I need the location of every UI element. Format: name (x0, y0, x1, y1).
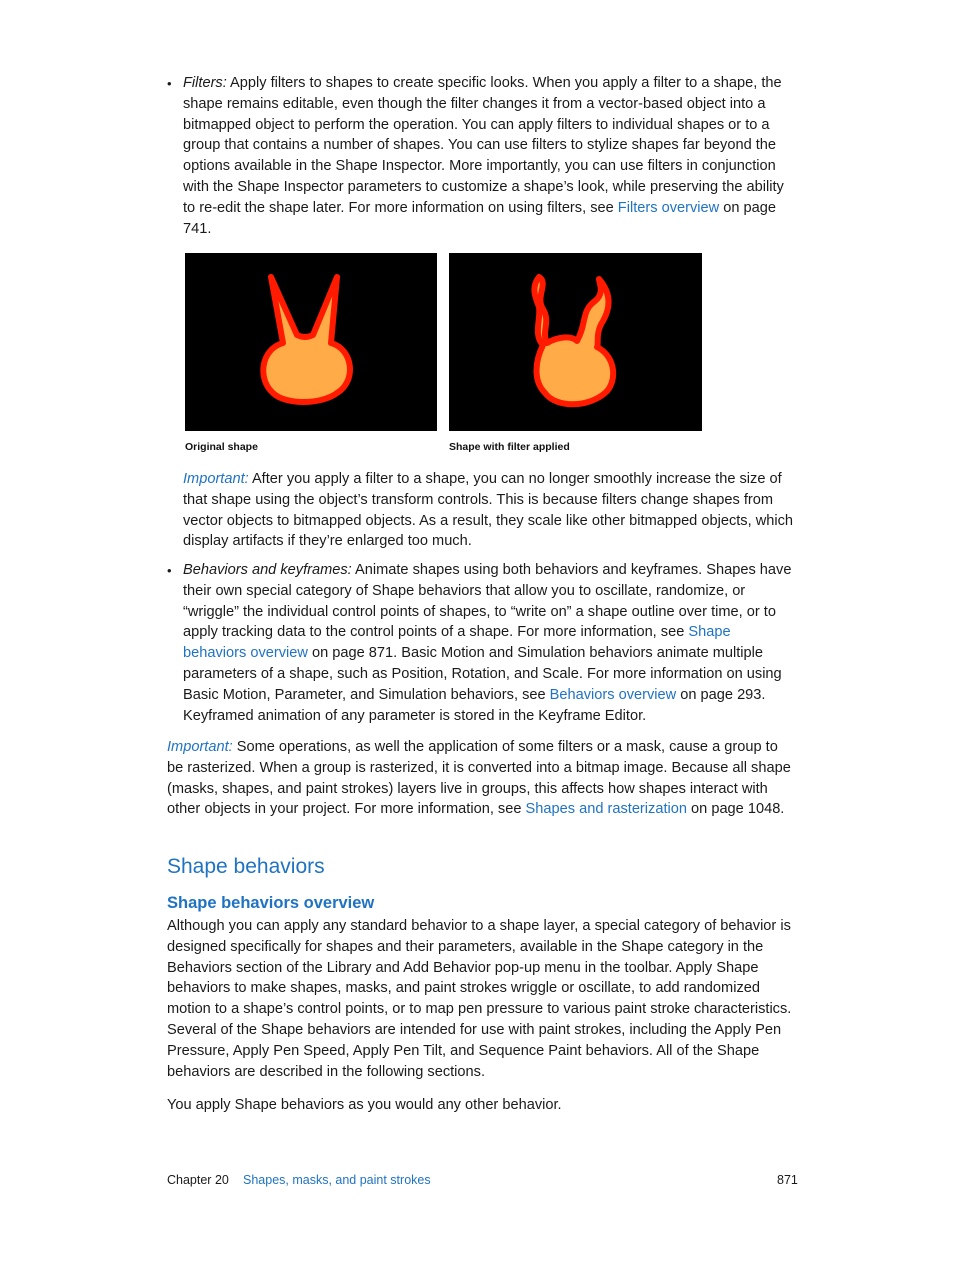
behaviors-text-1: Animate shapes using both behaviors and keyframes. Shapes have their own special category of Shape behaviors that allow you to oscillate, randomize, or “wriggle” the individual control points of shapes, to “write on” a shape outline over time, or to apply tracking data to the control points of a shape. For more information, see (183, 562, 792, 641)
apply-paragraph: You apply Shape behaviors as you would any other behavior. (167, 1097, 562, 1113)
filters-overview-link[interactable]: Filters overview (617, 199, 720, 216)
important-label: Important: (167, 739, 233, 755)
original-shape-drawing (185, 253, 437, 431)
filters-lead: Filters: (183, 75, 227, 91)
important-text: After you apply a filter to a shape, you can no longer smoothly increase the size of that shape using the object’s transform controls. This is because filters change shapes from vector objects to bitmapped objects. As a result, they scale like other bitmapped objects, which display artifacts if they’re enlarged too much. (183, 471, 794, 550)
bullet-marker: • (167, 76, 172, 91)
original-shape-image (185, 253, 437, 431)
behaviors-lead: Behaviors and keyframes: (183, 562, 352, 578)
footer-chapter-title-link[interactable]: Shapes, masks, and paint strokes (243, 1173, 431, 1187)
important-note-filters (183, 469, 795, 552)
filters-paragraph (183, 73, 795, 239)
important-text: Some operations, as well the application of some filters or a mask, cause a group to be rasterized. When a group is rasterized, it is converted into a bitmap image. Because all shape (masks, shapes, and paint strokes) layers live in groups, this affects how shapes interact with other objects in your project. For more information, see (167, 739, 791, 818)
behaviors-text-2: on page 871. Basic Motion and Simulation behaviors animate multiple parameters of a shape, such as Position, Rotation, and Scale. For more information on using Basic Motion, Parameter, and Simulation behaviors, see (183, 645, 782, 703)
bullet-marker: • (167, 563, 172, 578)
important-tail: on page 1048. (686, 801, 785, 818)
original-shape-caption: Original shape (185, 441, 258, 453)
page-number: 871 (777, 1173, 798, 1187)
important-label: Important: (183, 471, 249, 487)
footer-chapter: Chapter 20 (167, 1173, 229, 1187)
subsection-title: Shape behaviors overview (167, 894, 375, 912)
filters-tail: on page 741. (183, 199, 776, 237)
overview-paragraph: Although you can apply any standard behavior to a shape layer, a special category of behavior is designed specifically for shapes and their parameters, available in the Shape category in the Behaviors section of the Library and Add Behavior pop-up menu in the toolbar. Apply Shape behaviors to make shapes, masks, and paint strokes wriggle or oscillate, to add randomized motion to a shape’s control points, or to map pen pressure to various paint stroke characteristics. Several of the Shape behaviors are intended for use with paint strokes, including the Apply Pen Pressure, Apply Pen Speed, Apply Pen Tilt, and Sequence Paint behaviors. All of the Shape behaviors are described in the following sections. (167, 918, 792, 1080)
filtered-shape-drawing (449, 253, 702, 431)
behaviors-text-3: on page 293. Keyframed animation of any parameter is stored in the Keyframe Editor. (183, 686, 766, 724)
important-note-rasterize (167, 737, 795, 820)
filters-text: Apply filters to shapes to create specific looks. When you apply a filter to a shape, the shape remains editable, even though the filter changes it from a vector-based object into a bitmapped object to perform the operation. You can apply filters to individual shapes or to a group that contains a number of shapes. You can use filters to stylize shapes far beyond the options available in the Shape Inspector. More importantly, you can use filters in conjunction with the Shape Inspector parameters to customize a shape’s look, while preserving the ability to re-edit the shape later. For more information on using filters, see (183, 75, 784, 216)
shapes-rasterization-link[interactable]: Shapes and rasterization (525, 801, 687, 818)
section-title: Shape behaviors (167, 855, 325, 878)
behaviors-overview-link[interactable]: Behaviors overview (549, 686, 677, 703)
filtered-shape-caption: Shape with filter applied (449, 441, 570, 453)
behaviors-paragraph (183, 560, 795, 726)
shape-behaviors-overview-link[interactable]: Shape behaviors overview (183, 624, 731, 662)
filtered-shape-image (449, 253, 702, 431)
